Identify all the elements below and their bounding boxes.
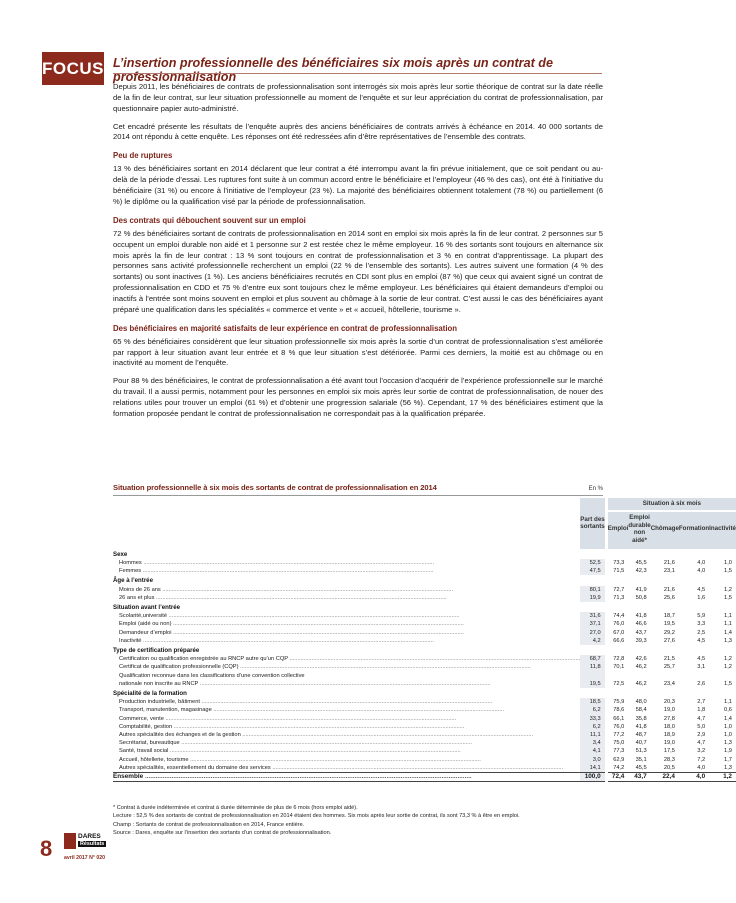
- table-cell: 37,1: [580, 620, 606, 628]
- table-row: [113, 663, 736, 671]
- table-cell: 41,9: [635, 586, 647, 593]
- table-cell: 62,9: [606, 756, 628, 764]
- table-cell: 1,0: [724, 559, 732, 566]
- table-cell: 52,5: [580, 559, 606, 567]
- table-cell: 22,4: [651, 773, 679, 782]
- table-cell: 19,5: [663, 621, 675, 628]
- table-cell: 4,5: [697, 656, 706, 663]
- table-cell: 48,7: [635, 732, 647, 739]
- table-cell: 66,1: [606, 715, 628, 723]
- table-row: [113, 612, 736, 620]
- section-heading: Des contrats qui débouchent souvent sur un emploi: [113, 215, 306, 225]
- col-header-chomage: Chômage: [651, 511, 679, 549]
- row-label: Scolarité,université .....: [113, 612, 580, 620]
- col-header-emploi: Emploi: [606, 511, 628, 549]
- table-cell: 25,6: [663, 594, 675, 601]
- section-paragraph: Pour 88 % des bénéficiaires, le contrat de professionnalisation a été avant tout l’occasion d’acquérir de l’expérience professionnelle sur le marché du travail. Il a aussi permis, notamment pour les personnes en emploi six mois après leur sortie de contrat de professionnalisation, de nouer des relations utiles pour trouver un emploi (61 %) et d’obtenir une progression salariale (56 %). Cependant, 17 % des bénéficiaires estiment que la formation proposée pendant le contrat de professionnalisation ne correspondait pas à la qualification préparée.: [113, 376, 603, 418]
- logo-text: DARES: [78, 833, 101, 840]
- table-cell: 72,5: [606, 680, 628, 688]
- table-cell: 27,6: [663, 637, 675, 644]
- table-cell: 19,0: [663, 707, 675, 714]
- group-label: Sexe: [113, 550, 128, 558]
- table-cell: [628, 672, 650, 680]
- table-cell: 11,8: [580, 663, 606, 671]
- table-cell: 50,8: [635, 594, 647, 601]
- table-cell: 18,0: [663, 723, 675, 730]
- table-cell: 47,5: [580, 567, 606, 575]
- table-cell: 6,2: [580, 723, 606, 731]
- row-label: Production industrielle, bâtiment .....: [113, 698, 580, 706]
- page-title: L’insertion professionnelle des bénéficiaires six mois après un contrat de professionnalisation: [113, 56, 553, 85]
- table-cell: 48,0: [635, 699, 647, 706]
- table-cell: 1,7: [724, 756, 732, 763]
- title-divider: [113, 73, 602, 74]
- table-cell: 5,0: [697, 723, 706, 730]
- table-cell: 35,1: [635, 756, 647, 763]
- table-cell: 71,5: [606, 567, 628, 575]
- table-group-row: [113, 602, 736, 612]
- table-cell: 73,3: [606, 559, 628, 567]
- page-number: 8: [40, 836, 53, 861]
- table-body: [113, 549, 736, 782]
- row-label: Certification ou qualification enregistrée au RNCP autre qu’un CQP .....: [113, 655, 580, 663]
- logo-subtext: Résultats: [80, 841, 105, 847]
- table-row: [113, 586, 736, 594]
- table-cell: 75,0: [606, 739, 628, 747]
- table-cell: 1,2: [724, 656, 732, 663]
- table-title: Situation professionnelle à six mois des sortants de contrat de professionnalisation en 2014: [113, 483, 437, 492]
- table-cell: 14,1: [580, 764, 606, 773]
- table-cell: 1,3: [724, 764, 732, 771]
- group-label: Situation avant l’entrée: [113, 603, 181, 611]
- row-label: Moins de 26 ans .....: [113, 586, 580, 594]
- article-body: [113, 82, 603, 420]
- row-label: Autres spécialités, essentiellement du domaine des services .....: [113, 764, 580, 773]
- focus-label: FOCUS: [42, 52, 104, 85]
- table-cell: 67,0: [606, 629, 628, 637]
- table-cell: 33,3: [580, 715, 606, 723]
- table-cell: 5,9: [697, 613, 706, 620]
- table-cell: 76,0: [606, 620, 628, 628]
- table-cell: 4,5: [697, 637, 706, 644]
- table-cell: 71,3: [606, 594, 628, 602]
- section-paragraph: 65 % des bénéficiaires considèrent que leur situation professionnelle six mois après la sortie d’un contrat de professionnalisation s’est améliorée par rapport à leur situation avant leur entrée et 8 % que leur situation s’est détériorée. Parmi ces derniers, la moitié est au chômage ou en inactivité au moment de l’enquête.: [113, 336, 603, 368]
- table-cell: 78,6: [606, 706, 628, 714]
- table-cell: 4,0: [679, 773, 709, 782]
- table-cell: 74,2: [606, 764, 628, 773]
- table-cell: [580, 672, 606, 680]
- table-cell: 17,5: [663, 748, 675, 755]
- row-label: Emploi (aidé ou non) .....: [113, 620, 580, 628]
- table-cell: 42,3: [635, 568, 647, 575]
- table-row: [113, 594, 736, 602]
- row-label: Certificat de qualification professionnelle (CQP) .....: [113, 663, 580, 671]
- table-cell: 7,2: [697, 756, 706, 763]
- table-cell: 100,0: [580, 773, 606, 782]
- table-row: [113, 655, 736, 663]
- table-cell: 4,5: [697, 586, 706, 593]
- table-cell: [606, 672, 628, 680]
- row-label: Inactivité .....: [113, 637, 580, 645]
- table-cell: 1,0: [724, 732, 732, 739]
- table-cell: 11,1: [580, 731, 606, 739]
- section-paragraph: 72 % des bénéficiaires sortant de contrats de professionnalisation en 2014 sont en emploi six mois après la fin de leur contrat. 2 personnes sur 5 occupent un emploi durable non aidé et 1 personne sur 2 est restée chez le même employeur. 16 % des sortants sont toujours en alternance six mois après la fin de leur contrat : 13 % sont toujours en contrat de professionnalisation et 3 % en contrat d’apprentissage. La plupart des personnes sans activité professionnelle recherchent un emploi (22 % de l’ensemble des sortants). Les autres suivent une formation (4 % des sortants) ou sont inactives (1 %). Les anciens bénéficiaires recrutés en CDI sont plus en emploi (87 %) que ceux qui avaient signé un contrat de professionnalisation en CDD et 75 % d’entre eux sont toujours chez le même employeur. Les bénéficiaires qui étaient demandeurs d’emploi ou inactifs à l’entrée sont moins souvent en emploi et plus souvent au chômage à la sortie de leur contrat. C’est aussi le cas des bénéficiaires ayant préparé une qualification dans les spécialités « commerce et vente » et « accueil, hôtellerie, tourisme ».: [113, 228, 603, 314]
- table-cell: 2,6: [697, 680, 706, 687]
- table-cell: 1,0: [724, 723, 732, 730]
- table-cell: 21,6: [663, 586, 675, 593]
- table-cell: 42,6: [635, 656, 647, 663]
- table-cell: 20,5: [663, 764, 675, 771]
- table-cell: 1,6: [697, 594, 706, 601]
- col-header-formation: Formation: [679, 511, 709, 549]
- table-cell: 51,3: [635, 748, 647, 755]
- table-cell: 41,8: [635, 723, 647, 730]
- table-cell: 29,2: [663, 629, 675, 636]
- table-cell: 46,2: [635, 664, 647, 671]
- table-total-row: [113, 773, 736, 782]
- table-cell: 74,4: [606, 612, 628, 620]
- table-row: [113, 739, 736, 747]
- issue-info: avril 2017 N° 020: [64, 855, 106, 861]
- row-label: Demandeur d’emploi .....: [113, 629, 580, 637]
- table-cell: 77,3: [606, 747, 628, 755]
- table-divider: [113, 495, 603, 496]
- table-unit: En %: [588, 486, 603, 492]
- table-cell: 70,1: [606, 663, 628, 671]
- table-cell: 72,4: [606, 773, 628, 782]
- row-label: Santé, travail social .....: [113, 747, 580, 755]
- table-row: [113, 756, 736, 764]
- table-group-row: [113, 688, 736, 698]
- table-row: [113, 559, 736, 567]
- table-row: [113, 723, 736, 731]
- table-cell: 23,4: [663, 680, 675, 687]
- table-cell: 4,7: [697, 740, 706, 747]
- row-label: 26 ans et plus .....: [113, 594, 580, 602]
- dares-logo: [64, 833, 104, 855]
- table-cell: 66,6: [606, 637, 628, 645]
- table-cell: 19,9: [580, 594, 606, 602]
- row-label: Qualification reconnue dans les classifications d’une convention collective: [119, 672, 305, 679]
- col-header-durable: Emploi durable non aidé*: [628, 511, 650, 549]
- group-label: Âge à l’entrée: [113, 577, 153, 585]
- table-cell: [679, 672, 709, 680]
- table-cell: 68,7: [580, 655, 606, 663]
- table-row: [113, 637, 736, 645]
- table-row: [113, 680, 736, 688]
- table-cell: 1,4: [724, 629, 732, 636]
- table-cell: 3,0: [580, 756, 606, 764]
- row-label: Ensemble .....: [113, 773, 580, 782]
- table-cell: 41,8: [635, 613, 647, 620]
- table-cell: 27,8: [663, 715, 675, 722]
- table-cell: 1,3: [724, 740, 732, 747]
- row-label: Secrétariat, bureautique .....: [113, 739, 580, 747]
- table-row: [113, 620, 736, 628]
- table-cell: 25,7: [663, 664, 675, 671]
- section-heading: Des bénéficiaires en majorité satisfaits de leur expérience en contrat de professionnalisation: [113, 323, 458, 333]
- table-cell: 0,6: [724, 707, 732, 714]
- table-caption: [113, 483, 603, 492]
- row-label: Transport, manutention, magasinage .....: [113, 706, 580, 714]
- table-cell: 1,8: [697, 707, 706, 714]
- table-cell: 4,1: [580, 747, 606, 755]
- table-cell: 3,4: [580, 739, 606, 747]
- row-label: nationale non inscrite au RNCP .....: [113, 680, 580, 688]
- table-cell: [709, 672, 736, 680]
- table-cell: 80,1: [580, 586, 606, 594]
- note-source: Source : Dares, enquête sur l’insertion des sortants d’un contrat de professionnalisation.: [113, 829, 332, 836]
- table-cell: 18,7: [663, 613, 675, 620]
- table-cell: 1,2: [724, 664, 732, 671]
- table-cell: 2,5: [697, 629, 706, 636]
- table-cell: 1,5: [724, 568, 732, 575]
- table-row: [113, 731, 736, 739]
- table-cell: 19,5: [580, 680, 606, 688]
- table-cell: 4,0: [697, 764, 706, 771]
- table-cell: 1,2: [724, 586, 732, 593]
- row-label: Femmes .....: [113, 567, 580, 575]
- table-cell: 1,1: [724, 613, 732, 620]
- table-cell: 45,5: [635, 559, 647, 566]
- note-lecture: Lecture : 52,5 % des sortants de contrat de professionnalisation en 2014 étaient des hommes. Six mois après leur sortie de contrat, ils sont 73,3 % à être en emploi.: [113, 813, 520, 820]
- table-cell: 39,3: [635, 637, 647, 644]
- table-cell: 3,1: [697, 664, 706, 671]
- table-cell: 1,3: [724, 637, 732, 644]
- table-cell: 1,5: [724, 680, 732, 687]
- table-cell: 2,9: [697, 732, 706, 739]
- table-cell: 1,9: [724, 748, 732, 755]
- table-row: [113, 764, 736, 773]
- table-cell: 1,2: [709, 773, 736, 782]
- table-cell: 2,7: [697, 699, 706, 706]
- table-group-row: [113, 549, 736, 559]
- table-cell: 77,2: [606, 731, 628, 739]
- table-cell: 75,9: [606, 698, 628, 706]
- row-label: Comptabilité, gestion .....: [113, 723, 580, 731]
- table-cell: 4,2: [580, 637, 606, 645]
- table-cell: 18,5: [580, 698, 606, 706]
- table-cell: 31,6: [580, 612, 606, 620]
- table-row: [113, 567, 736, 575]
- table-row: [113, 706, 736, 714]
- group-label: Spécialité de la formation: [113, 690, 187, 697]
- col-header-situation: Situation à six mois: [606, 498, 736, 511]
- row-label: Accueil, hôtellerie, tourisme .....: [113, 756, 580, 764]
- label-header: [113, 498, 580, 549]
- table-group-row: [113, 575, 736, 585]
- table-row: [113, 698, 736, 706]
- table-cell: 46,2: [635, 680, 647, 687]
- table-cell: 3,3: [697, 621, 706, 628]
- table-cell: 20,3: [663, 699, 675, 706]
- table-cell: 19,0: [663, 740, 675, 747]
- table-cell: 27,0: [580, 629, 606, 637]
- table-row: [113, 672, 736, 680]
- logo-mark: [64, 833, 76, 849]
- note-footnote: * Contrat à durée indéterminée et contrat à durée déterminée de plus de 6 mois (hors emploi aidé).: [113, 805, 358, 811]
- table-cell: 45,5: [635, 764, 647, 771]
- table-cell: 1,1: [724, 699, 732, 706]
- table-cell: 46,6: [635, 621, 647, 628]
- row-label: Commerce, vente .....: [113, 715, 580, 723]
- table-cell: 43,7: [628, 773, 650, 782]
- table-group-row: [113, 645, 736, 655]
- table-row: [113, 747, 736, 755]
- table-cell: 6,2: [580, 706, 606, 714]
- col-header-part: Part des sortants: [580, 498, 606, 549]
- table-cell: 4,7: [697, 715, 706, 722]
- intro-paragraph: Depuis 2011, les bénéficiaires de contrats de professionnalisation sont interrogés six mois après leur sortie théorique de contrat sur la date réelle de la fin de leur contrat, sur leur situation professionnelle au moment de l’enquête et sur leur appréciation du contrat de professionnalisation, par questionnaire papier auto-administré.: [113, 82, 603, 113]
- table-cell: 35,8: [635, 715, 647, 722]
- table-cell: 21,6: [663, 559, 675, 566]
- table-cell: 72,7: [606, 586, 628, 594]
- table-cell: 3,2: [697, 748, 706, 755]
- section-heading: Peu de ruptures: [113, 151, 173, 161]
- note-champ: Champ : Sortants de contrat de professionnalisation en 2014, France entière.: [113, 821, 305, 828]
- section-paragraph: 13 % des bénéficiaires sortant en 2014 déclarent que leur contrat a été interrompu avant la fin prévue initialement, que ce soit pendant ou au-delà de la période d’essai. Les ruptures font suite à un commun accord entre le bénéficiaire et l’employeur (46 % des cas), ont été à l’initiative du bénéficiaire (31 %) ou encore à l’initiative de l’employeur (23 %). La majorité des bénéficiaires obtiennent totalement (78 %) ou partiellement (6 %) le diplôme ou la qualification visé par la période de professionnalisation.: [113, 164, 603, 206]
- table-cell: 43,7: [635, 629, 647, 636]
- col-header-inactivite: Inactivité: [709, 511, 736, 549]
- table-cell: 23,1: [663, 568, 675, 575]
- table-cell: 1,5: [724, 594, 732, 601]
- group-label: Type de certification préparée: [113, 646, 200, 654]
- table-row: [113, 715, 736, 723]
- table-cell: 18,9: [663, 732, 675, 739]
- results-table: [113, 498, 736, 782]
- table-cell: 4,0: [697, 559, 706, 566]
- table-cell: 72,8: [606, 655, 628, 663]
- table-notes: [113, 804, 603, 837]
- table-cell: 76,0: [606, 723, 628, 731]
- row-label: Hommes .....: [113, 559, 580, 567]
- table-cell: [651, 672, 679, 680]
- table-cell: 28,3: [663, 756, 675, 763]
- table-cell: 1,1: [724, 621, 732, 628]
- table-cell: 21,5: [663, 656, 675, 663]
- row-label: Autres spécialités des échanges et de la gestion .....: [113, 731, 580, 739]
- table-row: [113, 629, 736, 637]
- intro-paragraph: Cet encadré présente les résultats de l’enquête auprès des anciens bénéficiaires de contrats arrivés à échéance en 2014. 40 000 sortants de 2014 ont répondu à cette enquête. Les réponses ont été redressées afin d’être représentatives de l’ensemble des contrats.: [113, 121, 603, 142]
- table-cell: 1,4: [724, 715, 732, 722]
- table-cell: 58,4: [635, 707, 647, 714]
- table-cell: 40,7: [635, 740, 647, 747]
- table-cell: 4,0: [697, 568, 706, 575]
